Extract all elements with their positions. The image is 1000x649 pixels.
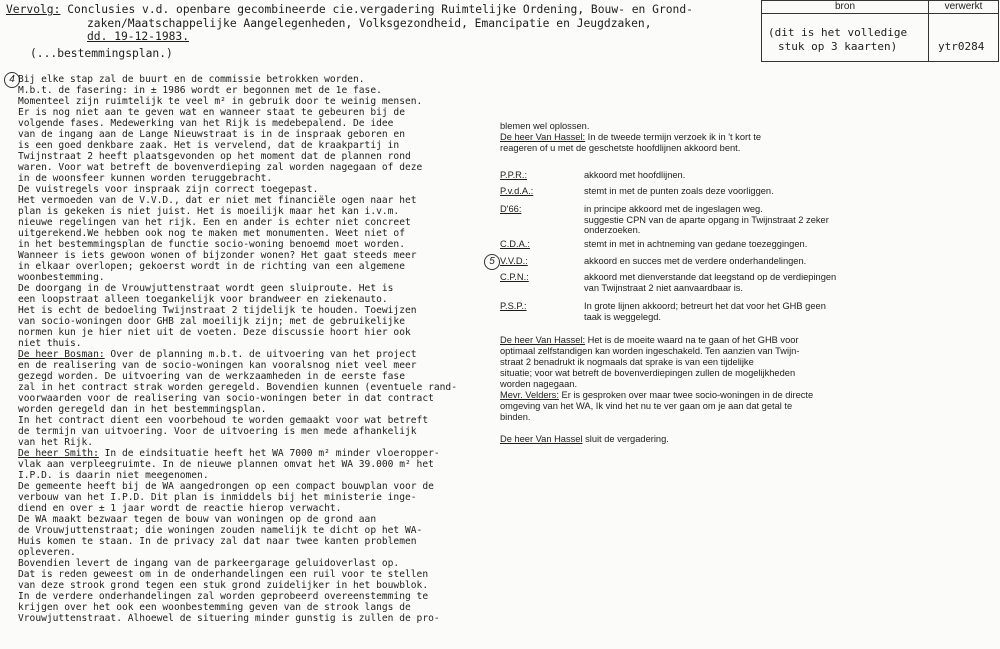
text-line [500, 368, 813, 379]
text-line [18, 492, 457, 503]
text-line [18, 85, 457, 96]
text-line [18, 569, 457, 580]
line-text: in het bestemmingsplan de functie socio-woning benoemd moet worden. [18, 239, 405, 250]
line-text: worden geregeld dan in het bestemmingsplan. [18, 404, 267, 415]
line-text: omgeving van het WA, Ik vind het nu te ver gaan om je aan dat getal te [500, 401, 793, 411]
party-name: C.P.N.: [500, 272, 529, 282]
speaker-name: De heer Van Hassel [500, 434, 583, 444]
line-text: Er is gesproken over maar twee socio-woningen in de directe [558, 390, 814, 400]
line-text: situatie; voor wat betreft de bovenverdiepingen zullen de mogelijkheden [500, 368, 796, 378]
text-line [18, 437, 457, 448]
left-column [18, 74, 457, 624]
line-text: In de verdere onderhandelingen zal worden geprobeerd overeenstemming te [18, 591, 429, 602]
line-text: de termijn van uitvoering. Voor de uitvoering is men mede afhankelijk [18, 426, 417, 437]
text-line [18, 547, 457, 558]
party-name: V.V.D.: [500, 256, 528, 266]
text-line [18, 558, 457, 569]
text-line [18, 580, 457, 591]
bron-value-cell [761, 13, 929, 62]
text-line [18, 481, 457, 492]
line-text: In de eindsituatie heeft het WA 7000 m² minder vloeropper- [98, 448, 440, 459]
text-line [18, 184, 457, 195]
bron-value-line-1: (dit is het volledige [768, 26, 908, 39]
line-text: Momenteel zijn ruimtelijk te veel m² in gebruik door te weinig mensen. [18, 96, 423, 107]
line-text: In het contract dient een voorbehoud te worden gemaakt voor wat betreft [18, 415, 429, 426]
line-text: verbouw van het I.P.D. Dit plan is inmiddels bij het ministerie inge- [18, 492, 417, 503]
party-text-line: taak is weggelegd. [584, 311, 662, 322]
line-text: volgende fases. Medewerking van het Rijk is medebepalend. De idee [18, 118, 394, 129]
text-line [18, 118, 457, 129]
line-text: I.P.D. is daarin niet meegenomen. [18, 470, 209, 481]
line-text: Vrouwjuttenstraat. Alhoewel de situering minder gunstig is zullen de pro- [18, 613, 440, 624]
line-text: Bovendien levert de ingang van de parkeergarage geluidoverlast op. [18, 558, 400, 569]
line-text: van het Rijk. [18, 437, 94, 448]
text-line [500, 412, 813, 423]
text-line [18, 415, 457, 426]
text-line [18, 239, 457, 250]
header-date: dd. 19-12-1983. [87, 30, 190, 44]
line-text: reageren of u met de geschetste hoofdlijnen akkoord bent. [500, 143, 741, 153]
text-line [500, 434, 813, 445]
text-line [18, 305, 457, 316]
text-line [18, 613, 457, 624]
party-text [584, 239, 807, 250]
text-line [18, 360, 457, 371]
line-text: in de woonsfeer kunnen worden teruggebracht. [18, 173, 273, 184]
party-text [584, 186, 774, 197]
verwerkt-label: verwerkt [944, 1, 983, 12]
line-text: binden. [500, 412, 531, 422]
text-line [18, 316, 457, 327]
text-line [18, 217, 457, 228]
line-text: Het is de moeite waard na te gaan of het GHB voor [585, 335, 799, 345]
line-text: niet thuis. [18, 338, 82, 349]
party-text-line: van Twijnstraat 2 niet aanvaardbaar is. [584, 282, 744, 293]
party-text [584, 272, 836, 293]
party-text-line: akkoord met dienverstande dat leegstand op de verdiepingen [584, 272, 837, 282]
text-line [18, 382, 457, 393]
text-line [18, 525, 457, 536]
document-subtitle: (...bestemmingsplan.) [30, 47, 173, 60]
margin-note-5: 5 [484, 254, 500, 270]
party-text [584, 170, 685, 181]
text-line [18, 349, 457, 360]
line-text: Bij elke stap zal de buurt en de commissie betrokken worden. [18, 74, 365, 85]
party-text-line: suggestie CPN van de aparte opgang in Twijnstraat 2 zeker [584, 214, 829, 225]
text-line [18, 140, 457, 151]
text-line [500, 423, 813, 434]
line-text: De WA maakt bezwaar tegen de bouw van woningen op de grond aan [18, 514, 377, 525]
text-line [500, 379, 813, 390]
text-line [500, 132, 761, 143]
party-text [584, 301, 826, 322]
bron-header-cell [761, 0, 929, 14]
text-line [500, 335, 813, 346]
speaker-name: De heer Smith: [18, 448, 99, 459]
party-text-line: onderzoeken. [584, 225, 641, 236]
text-line [18, 272, 457, 283]
party-name: C.D.A.: [500, 239, 530, 249]
header-line-1 [6, 3, 758, 17]
text-line [18, 470, 457, 481]
header-title-line-1: Conclusies v.d. openbare gecombineerde cie.vergadering Ruimtelijke Ordening, Bouw- en Grond- [67, 3, 693, 16]
party-name: P.P.R.: [500, 170, 528, 180]
text-line [18, 503, 457, 514]
line-text: waren. Voor wat betreft de bovenverdieping zal worden nagegaan of deze [18, 162, 423, 173]
party-text-line: akkoord en succes met de verdere onderhandelingen. [584, 256, 807, 266]
text-line [18, 426, 457, 437]
text-line [18, 283, 457, 294]
document-header [6, 3, 758, 44]
line-text: optimaal zelfstandigen kan worden ingeschakeld. Ten aanzien van Twijn- [500, 346, 800, 356]
verwerkt-header-cell [928, 0, 999, 14]
line-text: gezegd worden. De uitvoering van de werkzaamheden in de eerste fase [18, 371, 405, 382]
text-line [500, 121, 761, 132]
line-text: van deze strook grond tegen een stuk grond zuidelijker in het bouwblok. [18, 580, 429, 591]
line-text: is een goed denkbare zaak. Het is vervelend, dat de kraakpartij in [18, 140, 400, 151]
text-line [18, 228, 457, 239]
speaker-name: De heer Van Hassel: [500, 335, 586, 345]
text-line [18, 173, 457, 184]
party-name: P.v.d.A.: [500, 186, 534, 196]
text-line [18, 294, 457, 305]
text-line [18, 261, 457, 272]
text-line [18, 591, 457, 602]
text-line [18, 162, 457, 173]
text-line [18, 74, 457, 85]
text-line [18, 602, 457, 613]
text-line [18, 327, 457, 338]
margin-note-4: 4 [4, 72, 20, 88]
line-text: Dat is reden geweest om in de onderhandelingen een ruil voor te stellen [18, 569, 429, 580]
text-line [18, 250, 457, 261]
line-text: Er is nog niet aan te geven wat en wanneer staat te gebeuren bij de [18, 107, 405, 118]
line-text: Het vermoeden van de V.V.D., dat er niet met financiële ogen naar het [18, 195, 417, 206]
line-text: normen kun je hier niet uit de voeten. Deze discussie hoort hier ook [18, 327, 411, 338]
line-text: in elkaar overlopen; gekoerst wordt in de richting van een algemene [18, 261, 405, 272]
line-text: en de realisering van de socio-woningen kan vooralsnog niet veel meer [18, 360, 417, 371]
bron-label: bron [834, 1, 855, 12]
line-text: sluit de vergadering. [582, 434, 669, 444]
speaker-name: De heer Bosman: [18, 349, 105, 360]
party-name: D'66: [500, 204, 522, 214]
line-text: zal in het contract strak worden geregeld. Bovendien kunnen (eventuele rand- [18, 382, 457, 393]
line-text: de Vrouwjuttenstraat; die woningen zouden namelijk te dicht op het WA- [18, 525, 423, 536]
text-line [500, 401, 813, 412]
line-text: Twijnstraat 2 heeft plaatsgevonden op het moment dat de plannen rond [18, 151, 411, 162]
text-line [500, 390, 813, 401]
verwerkt-value: ytr0284 [938, 40, 985, 53]
verwerkt-value-cell [928, 13, 999, 62]
text-line [18, 536, 457, 547]
line-text: blemen wel oplossen. [500, 121, 590, 131]
header-title-line-2: zaken/Maatschappelijke Aangelegenheden, Volksgezondheid, Emancipatie en Jeugdzaken, [87, 16, 652, 30]
text-line [500, 357, 813, 368]
text-line [18, 404, 457, 415]
line-text: M.b.t. de fasering: in ± 1986 wordt er begonnen met de 1e fase. [18, 85, 382, 96]
line-text: De doorgang in de Vrouwjuttenstraat wordt geen sluiproute. Het is [18, 283, 394, 294]
party-text-line: stemt in met de punten zoals deze voorliggen. [584, 186, 774, 196]
line-text: van de ingang aan de Lange Nieuwstraat is in de inspraak geboren en [18, 129, 405, 140]
line-text: In de tweede termijn verzoek ik in 't kort te [585, 132, 762, 142]
text-line [18, 459, 457, 470]
right-column-closing [500, 335, 813, 445]
text-line [18, 195, 457, 206]
line-text: Huis komen te staan. In de privacy zal dat naar twee kanten problemen [18, 536, 417, 547]
line-text: van socio-woningen door GHB zal moeilijk zijn; met de gebruikelijke [18, 316, 405, 327]
party-text-line: In grote lijnen akkoord; betreurt het dat voor het GHB geen [584, 301, 826, 311]
text-line [18, 338, 457, 349]
bron-value-line-2: stuk op 3 kaarten) [778, 39, 898, 53]
line-text: opleveren. [18, 547, 76, 558]
line-text: De vuistregels voor inspraak zijn correct toegepast. [18, 184, 319, 195]
text-line [18, 393, 457, 404]
text-line [18, 96, 457, 107]
party-text-line: akkoord met hoofdlijnen. [584, 170, 686, 180]
party-text-line: in principe akkoord met de ingeslagen weg. [584, 204, 763, 214]
text-line [18, 129, 457, 140]
speaker-name: Mevr. Velders: [500, 390, 559, 400]
line-text: voorwaarden voor de realisering van socio-woningen beter in dat contract [18, 393, 434, 404]
party-text [584, 204, 829, 236]
text-line [18, 206, 457, 217]
text-line [18, 514, 457, 525]
line-text: nieuwe regelingen van het rijk. Een en ander is echter niet concreet [18, 217, 411, 228]
text-line [18, 448, 457, 459]
party-text-line: stemt in met in achtneming van gedane toezeggingen. [584, 239, 808, 249]
speaker-name: De heer Van Hassel: [500, 132, 586, 142]
text-line [500, 143, 761, 154]
line-text: De gemeente heeft bij de WA aangedrongen op een compact bouwplan voor de [18, 481, 434, 492]
right-column-intro [500, 121, 761, 154]
line-text: krijgen over het ook een woonbestemming geven van de strook langs de [18, 602, 411, 613]
line-text: worden nagegaan. [500, 379, 578, 389]
line-text: een loopstraat alleen toegankelijk voor brandweer en ziekenauto. [18, 294, 388, 305]
line-text: uitgerekend.We hebben ook nog te maken met monumenten. Weet niet of [18, 228, 405, 239]
text-line [18, 151, 457, 162]
text-line [18, 371, 457, 382]
party-name: P.S.P.: [500, 301, 527, 311]
line-text: Het is echt de bedoeling Twijnstraat 2 tijdelijk te houden. Toewijzen [18, 305, 417, 316]
header-label: Vervolg: [6, 3, 61, 16]
line-text: Wanneer is iets gewoon wonen of bijzonder wonen? Het gaat steeds meer [18, 250, 417, 261]
party-text [584, 256, 806, 267]
bron-value [768, 26, 907, 53]
text-line [18, 107, 457, 118]
line-text: woonbestemming. [18, 272, 105, 283]
reference-box [761, 0, 999, 62]
line-text: diend en over ± 1 jaar wordt de reactie hierop verwacht. [18, 503, 342, 514]
line-text: Over de planning m.b.t. de uitvoering van het project [104, 349, 417, 360]
text-line [500, 346, 813, 357]
line-text: vlak aan verpleegruimte. In de nieuwe plannen omvat het WA 39.000 m² het [18, 459, 434, 470]
line-text: straat 2 benadrukt ik nogmaals dat sprake is van een tijdelijke [500, 357, 754, 367]
line-text: plan is gekeken is niet juist. Het is moeilijk maar het kan i.v.m. [18, 206, 400, 217]
